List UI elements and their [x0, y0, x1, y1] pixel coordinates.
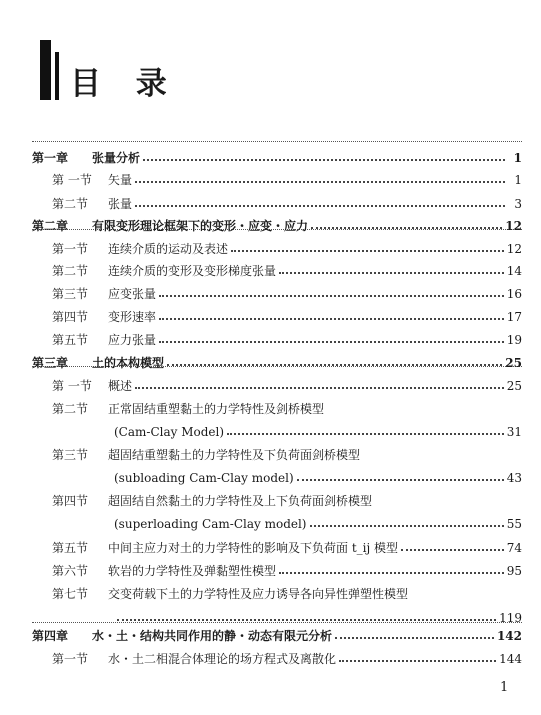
leader-dots	[310, 525, 504, 527]
toc-section-entry[interactable]	[52, 447, 522, 463]
toc-page-number: 144	[499, 652, 522, 666]
toc-section-entry[interactable]	[52, 540, 522, 556]
toc-section-entry[interactable]	[52, 172, 522, 188]
toc-section-entry[interactable]	[52, 401, 522, 417]
toc-page-number: 19	[506, 333, 522, 347]
leader-dots	[159, 341, 504, 343]
toc-entry-label: 第一节	[52, 242, 89, 256]
toc-entry-label: 第五节	[52, 541, 89, 555]
leader-dots	[159, 295, 504, 297]
toc-entry-label: 第五节	[52, 333, 89, 347]
toc-entry-label: 第四章	[32, 629, 69, 643]
toc-page-number: 142	[496, 629, 522, 643]
toc-entry-text: 水・土・结构共同作用的静・动态有限元分析	[92, 629, 333, 643]
leader-dots	[279, 572, 504, 574]
toc-page-number: 55	[506, 517, 522, 531]
leader-dots	[297, 479, 504, 481]
toc-page-number: 16	[506, 287, 522, 301]
leader-dots	[227, 433, 504, 435]
toc-page-number: 31	[506, 425, 522, 439]
leader-dots	[117, 619, 496, 621]
toc-entry-text: 张量	[108, 197, 133, 211]
toc-page-number: 12	[506, 242, 522, 256]
toc-entry-label: 第六节	[52, 564, 89, 578]
toc-section-entry[interactable]	[52, 263, 522, 279]
toc-entry-label: 第三节	[52, 287, 89, 301]
leader-dots	[135, 181, 505, 183]
leader-dots	[339, 660, 496, 662]
leader-dots	[335, 637, 494, 639]
toc-entry-label: 第一节	[52, 652, 89, 666]
leader-dots	[401, 549, 504, 551]
leader-dots	[159, 318, 504, 320]
toc-entry-label: 第四节	[52, 310, 89, 324]
leader-dots	[311, 227, 502, 229]
toc-page-number: 1	[514, 173, 522, 187]
toc-page-number: 12	[505, 219, 522, 233]
heading-bar-thick	[40, 40, 51, 100]
toc-entry-text: 软岩的力学特性及弹黏塑性模型	[108, 564, 277, 578]
toc-entry-label: 第三节	[52, 448, 89, 462]
toc-chapter-entry[interactable]	[32, 628, 522, 644]
toc-chapter-entry[interactable]	[32, 150, 522, 166]
leader-dots	[167, 364, 502, 366]
toc-entry-text: (superloading Cam-Clay model)	[114, 517, 307, 531]
toc-entry-text: 水・土二相混合体理论的场方程式及离散化	[108, 652, 337, 666]
toc-entry-text: 张量分析	[92, 151, 141, 165]
toc-page-number: 25	[505, 356, 522, 370]
leader-dots	[135, 387, 504, 389]
toc-section-entry[interactable]	[52, 286, 522, 302]
toc-entry-text: 变形速率	[108, 310, 157, 324]
toc-entry-label: 第 一节	[52, 173, 92, 187]
toc-entry-text: 应力张量	[108, 333, 157, 347]
toc-section-entry[interactable]	[52, 241, 522, 257]
leader-dots	[135, 205, 505, 207]
toc-entry-label: 第二节	[52, 402, 89, 416]
toc-section-entry[interactable]	[52, 563, 522, 579]
toc-entry-label: 第二节	[52, 197, 89, 211]
page-title: 目 录	[70, 66, 179, 102]
toc-chapter-entry[interactable]	[32, 355, 522, 371]
toc-entry-text: (Cam-Clay Model)	[114, 425, 225, 439]
toc-entry-label: 第三章	[32, 356, 69, 370]
toc-entry-text: 超固结重塑黏土的力学特性及下负荷面剑桥模型	[108, 448, 361, 462]
toc-entry-text: 矢量	[108, 173, 133, 187]
toc-entry-label: 第七节	[52, 587, 89, 601]
toc-entry-text: 有限变形理论框架下的变形・应变・应力	[92, 219, 309, 233]
toc-chapter-entry[interactable]	[32, 218, 522, 234]
heading-bar-thin	[55, 52, 59, 100]
toc-entry-text: 超固结自然黏土的力学特性及上下负荷面剑桥模型	[108, 494, 373, 508]
toc-section-entry[interactable]	[52, 651, 522, 667]
toc-entry-text: 土的本构模型	[92, 356, 165, 370]
toc-entry-continuation[interactable]	[114, 516, 522, 532]
toc-page-number: 95	[506, 564, 522, 578]
toc-entry-text: 交变荷载下土的力学特性及应力诱导各向异性弹塑性模型	[108, 587, 409, 601]
toc-page-number: 119	[499, 611, 522, 625]
leader-dots	[231, 250, 504, 252]
toc-page-number: 25	[506, 379, 522, 393]
toc-page-number: 1	[513, 151, 522, 165]
section-divider	[32, 141, 522, 142]
toc-page-number: 3	[514, 197, 522, 211]
toc-section-entry[interactable]	[52, 332, 522, 348]
toc-entry-text: 概述	[108, 379, 133, 393]
leader-dots	[279, 272, 504, 274]
toc-page-number: 17	[506, 310, 522, 324]
toc-entry-label: 第四节	[52, 494, 89, 508]
toc-page-number: 14	[506, 264, 522, 278]
toc-entry-continuation[interactable]	[114, 470, 522, 486]
toc-entry-text: 正常固结重塑黏土的力学特性及剑桥模型	[108, 402, 325, 416]
toc-entry-label: 第一章	[32, 151, 69, 165]
toc-section-entry[interactable]	[52, 378, 522, 394]
toc-section-entry[interactable]	[52, 493, 522, 509]
toc-page-number: 43	[506, 471, 522, 485]
toc-section-entry[interactable]	[52, 586, 522, 602]
toc-entry-text: (subloading Cam-Clay model)	[114, 471, 294, 485]
toc-entry-label: 第二章	[32, 219, 69, 233]
toc-entry-label: 第 一节	[52, 379, 92, 393]
toc-entry-text: 连续介质的运动及表述	[108, 242, 229, 256]
toc-entry-continuation[interactable]	[114, 424, 522, 440]
toc-entry-label: 第二节	[52, 264, 89, 278]
toc-section-entry[interactable]	[52, 309, 522, 325]
toc-entry-text: 中间主应力对土的力学特性的影响及下负荷面 t_ij 模型	[108, 541, 399, 555]
page-number: 1	[500, 680, 509, 695]
toc-page-number: 74	[506, 541, 522, 555]
toc-entry-text: 应变张量	[108, 287, 157, 301]
toc-entry-continuation[interactable]	[114, 610, 522, 626]
leader-dots	[143, 159, 505, 161]
toc-entry-text: 连续介质的变形及变形梯度张量	[108, 264, 277, 278]
toc-section-entry[interactable]	[52, 196, 522, 212]
